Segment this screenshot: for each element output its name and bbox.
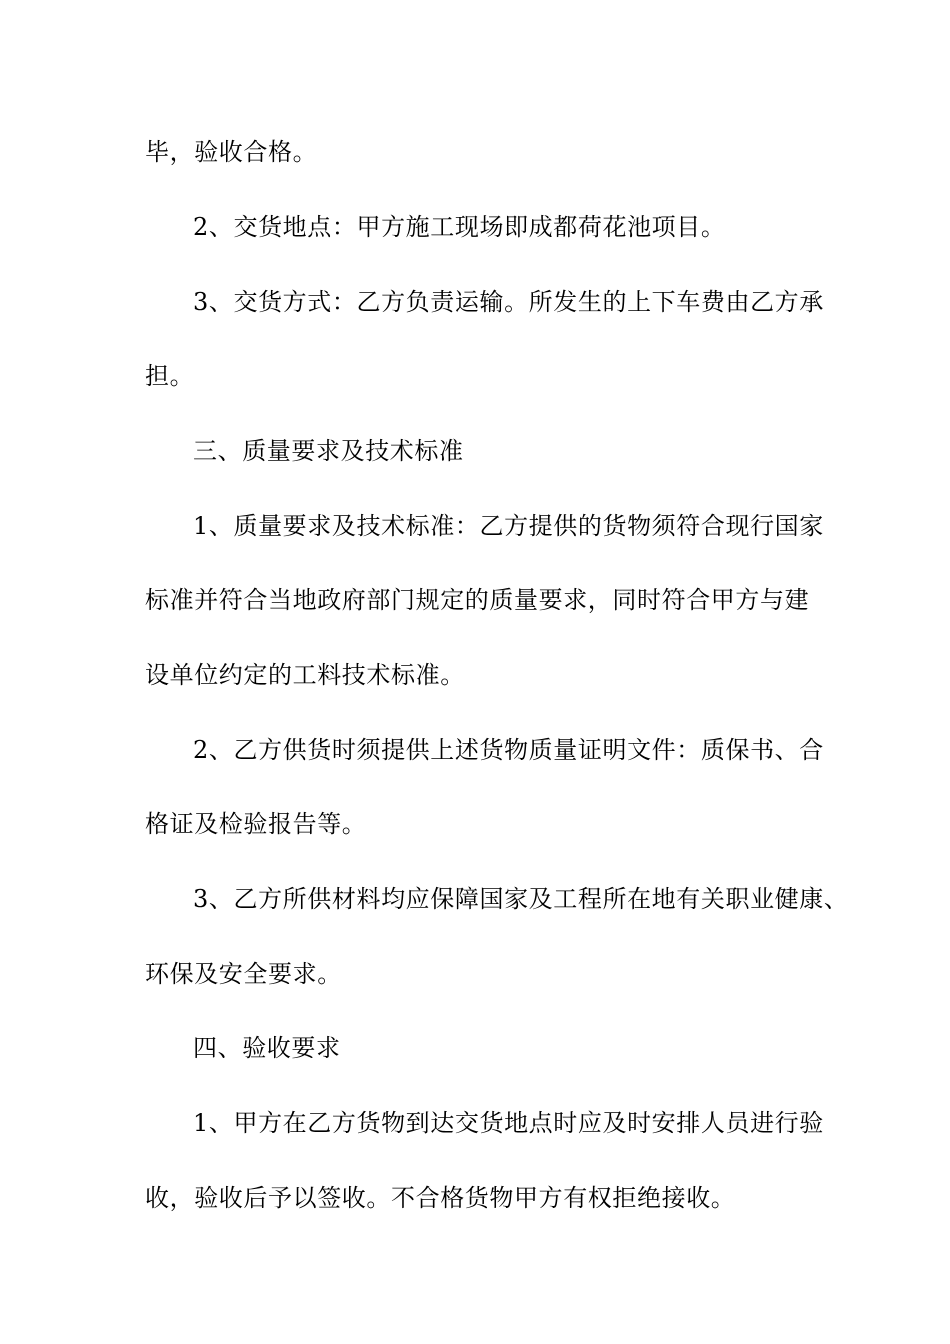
text-line: 担。	[145, 362, 195, 390]
text-line: 毕，验收合格。	[145, 138, 318, 166]
text-line: 1、质量要求及技术标准：乙方提供的货物须符合现行国家	[193, 512, 824, 540]
text-line: 设单位约定的工料技术标准。	[145, 661, 465, 689]
text-line: 格证及检验报告等。	[145, 810, 367, 838]
text-line: 收，验收后予以签收。不合格货物甲方有权拒绝接收。	[145, 1184, 736, 1212]
text-line: 环保及安全要求。	[145, 960, 342, 988]
text-line: 3、交货方式：乙方负责运输。所发生的上下车费由乙方承	[193, 288, 824, 316]
text-line: 1、甲方在乙方货物到达交货地点时应及时安排人员进行验	[193, 1109, 824, 1137]
text-line: 标准并符合当地政府部门规定的质量要求，同时符合甲方与建	[145, 586, 810, 614]
section-heading: 三、质量要求及技术标准	[193, 437, 464, 465]
text-line: 3、乙方所供材料均应保障国家及工程所在地有关职业健康、	[193, 885, 849, 913]
text-line: 2、交货地点：甲方施工现场即成都荷花池项目。	[193, 213, 726, 241]
text-line: 2、乙方供货时须提供上述货物质量证明文件：质保书、合	[193, 736, 824, 764]
section-heading: 四、验收要求	[193, 1034, 341, 1062]
